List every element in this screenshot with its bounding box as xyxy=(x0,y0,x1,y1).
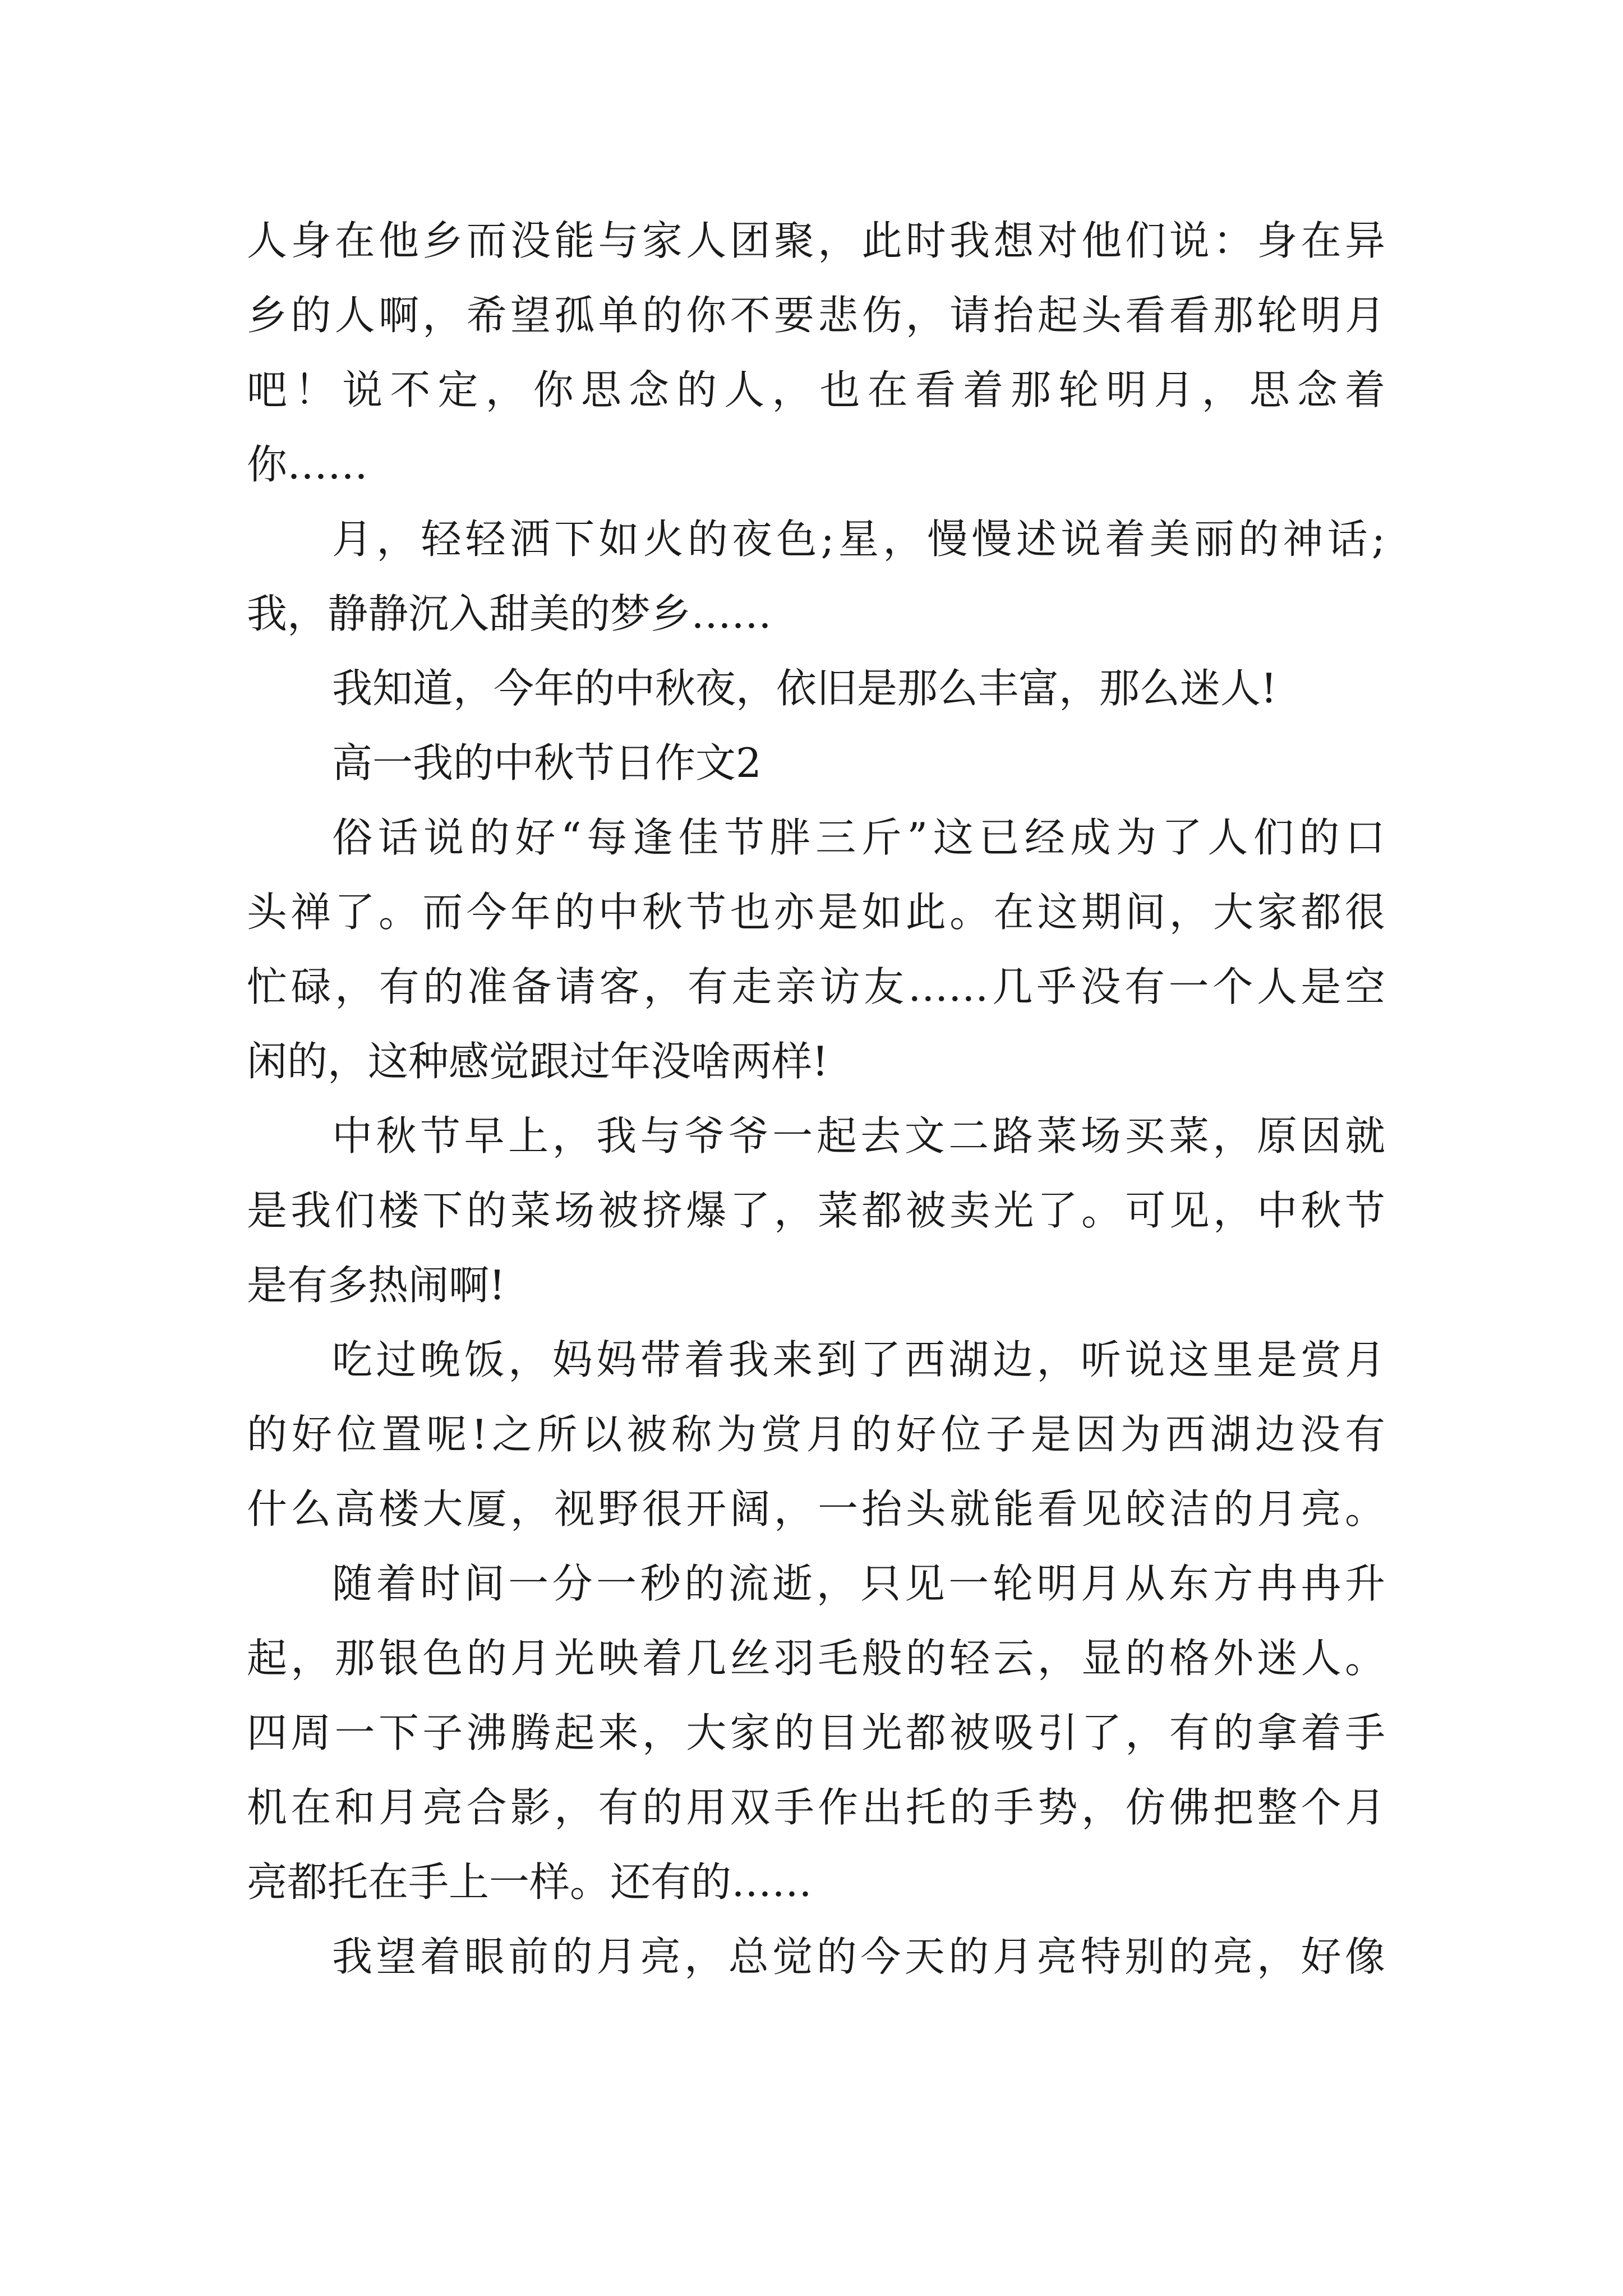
text-line: 闲的，这种感觉跟过年没啥两样! xyxy=(247,1038,828,1085)
text-line: 吃过晚饭，妈妈带着我来到了西湖边，听说这里是赏月 xyxy=(332,1336,1385,1383)
essay-body xyxy=(247,204,1385,1994)
text-line: 吧！说不定，你思念的人，也在看着那轮明月，思念着 xyxy=(247,366,1385,413)
text-line: 的好位置呢!之所以被称为赏月的好位子是因为西湖边没有 xyxy=(247,1411,1385,1458)
text-line: 月，轻轻洒下如火的夜色;星，慢慢述说着美丽的神话; xyxy=(332,516,1385,563)
text-line: 起，那银色的月光映着几丝羽毛般的轻云，显的格外迷人。 xyxy=(247,1635,1385,1682)
text-line: 俗话说的好“每逢佳节胖三斤”这已经成为了人们的口 xyxy=(332,814,1385,861)
section-heading: 高一我的中秋节日作文2 xyxy=(332,739,762,786)
text-line: 人身在他乡而没能与家人团聚，此时我想对他们说：身在异 xyxy=(247,217,1385,264)
text-line: 你…… xyxy=(247,441,368,488)
text-line: 乡的人啊，希望孤单的你不要悲伤，请抬起头看看那轮明月 xyxy=(247,292,1385,339)
text-line: 我，静静沉入甜美的梦乡…… xyxy=(247,590,772,637)
text-line: 是我们楼下的菜场被挤爆了，菜都被卖光了。可见，中秋节 xyxy=(247,1187,1385,1234)
text-line: 随着时间一分一秒的流逝，只见一轮明月从东方冉冉升 xyxy=(332,1560,1385,1607)
text-line: 忙碌，有的准备请客，有走亲访友……几乎没有一个人是空 xyxy=(247,963,1385,1010)
text-line: 头禅了。而今年的中秋节也亦是如此。在这期间，大家都很 xyxy=(247,889,1385,936)
text-line: 是有多热闹啊! xyxy=(247,1262,505,1309)
text-line: 亮都托在手上一样。还有的…… xyxy=(247,1858,813,1906)
text-line: 我知道，今年的中秋夜，依旧是那么丰富，那么迷人! xyxy=(332,665,1277,712)
text-line: 四周一下子沸腾起来，大家的目光都被吸引了，有的拿着手 xyxy=(247,1709,1385,1756)
text-line: 什么高楼大厦，视野很开阔，一抬头就能看见皎洁的月亮。 xyxy=(247,1485,1385,1533)
text-line: 我望着眼前的月亮，总觉的今天的月亮特别的亮，好像 xyxy=(332,1933,1385,1980)
text-line: 中秋节早上，我与爷爷一起去文二路菜场买菜，原因就 xyxy=(332,1112,1385,1159)
text-line: 机在和月亮合影，有的用双手作出托的手势，仿佛把整个月 xyxy=(247,1784,1385,1831)
